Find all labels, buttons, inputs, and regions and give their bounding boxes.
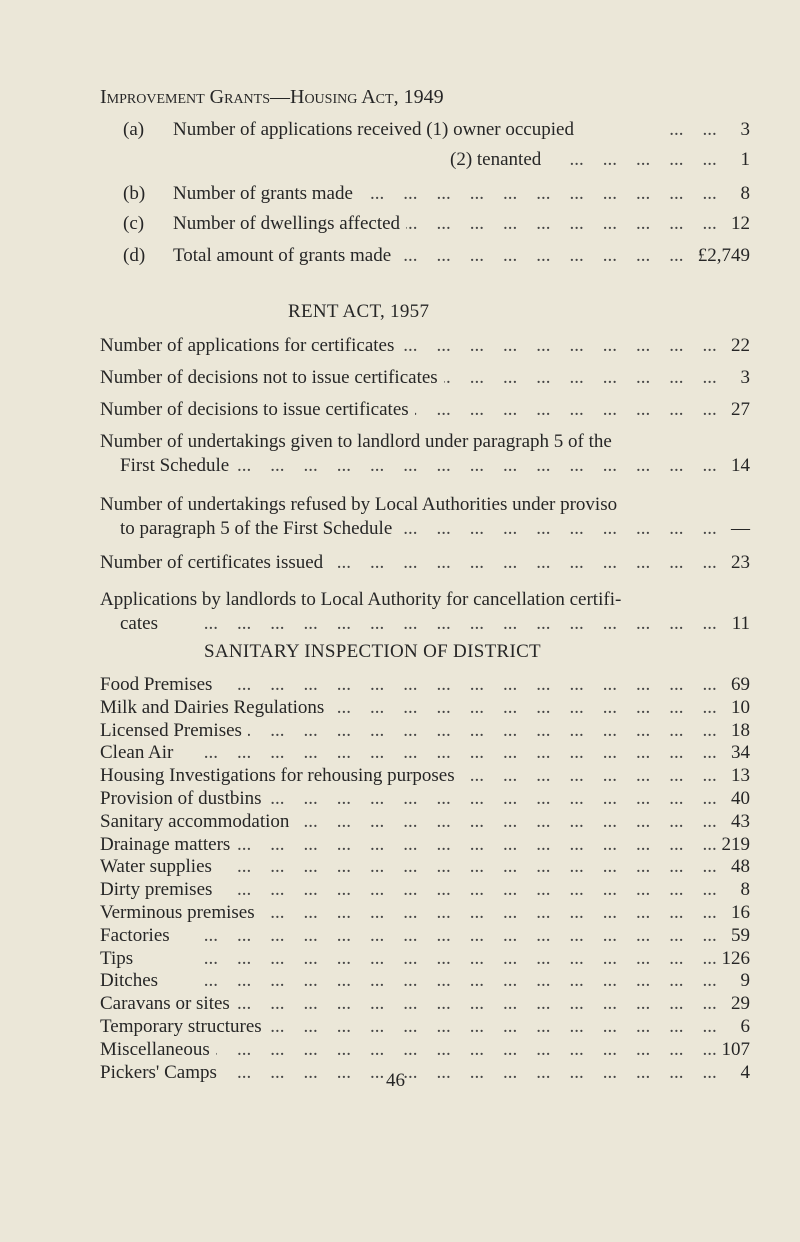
- sanitary-row: [0, 720, 800, 742]
- row-label-continued: cates: [120, 613, 164, 635]
- row-value: 10: [725, 697, 750, 719]
- page-number: 46: [386, 1070, 405, 1091]
- dot-leader: [150, 970, 750, 992]
- dot-leader: [150, 925, 750, 947]
- rent-row: [0, 367, 800, 389]
- dot-leader: [550, 149, 750, 171]
- sanitary-row: [0, 925, 800, 947]
- dot-leader: [150, 742, 750, 764]
- dot-leader: [150, 879, 750, 901]
- row-value: 16: [725, 902, 750, 924]
- row-tag: (c): [123, 213, 145, 234]
- row-tag: (b): [123, 183, 146, 204]
- sanitary-row: [0, 834, 800, 856]
- sanitary-row: [0, 1016, 800, 1038]
- row-value: 219: [716, 834, 751, 856]
- row-label: Dirty premises: [100, 879, 218, 901]
- row-label: Drainage matters: [100, 834, 236, 856]
- row-label: Number of undertakings given to landlord under paragraph 5 of the: [100, 431, 618, 453]
- row-label: Clean Air: [100, 742, 179, 764]
- row-label: Number of decisions to issue certificates: [100, 399, 415, 421]
- dot-leader: [150, 993, 750, 1015]
- row-label: Number of certificates issued: [100, 552, 329, 574]
- sanitary-row: [0, 742, 800, 764]
- sanitary-row: [0, 674, 800, 696]
- row-value: 3: [735, 119, 751, 141]
- row-label: Provision of dustbins: [100, 788, 268, 810]
- sanitary-row: [0, 811, 800, 833]
- sanitary-row: [0, 1062, 800, 1084]
- sanitary-row: [0, 788, 800, 810]
- row-value: 4: [735, 1062, 751, 1084]
- row-value: —: [725, 518, 750, 540]
- row-label: Number of undertakings refused by Local Authorities under proviso: [100, 494, 623, 516]
- row-value: 59: [725, 925, 750, 947]
- grant-row-a: [0, 119, 800, 141]
- row-label: Number of applications received (1) owner occupied: [173, 119, 580, 141]
- dot-leader: [130, 613, 750, 635]
- dot-leader: [150, 834, 750, 856]
- grant-row-d: [0, 245, 800, 267]
- row-label: Housing Investigations for rehousing purposes: [100, 765, 461, 787]
- row-label: Milk and Dairies Regulations: [100, 697, 330, 719]
- row-value: 3: [735, 367, 751, 389]
- row-label: Tips: [100, 948, 139, 970]
- rent-row: [0, 494, 800, 539]
- grant-row-c: [0, 213, 800, 235]
- sanitary-row: [0, 697, 800, 719]
- row-label: (2) tenanted: [450, 149, 547, 171]
- row-label: Number of grants made: [173, 183, 359, 205]
- rent-row: [0, 399, 800, 421]
- sanitary-row: [0, 948, 800, 970]
- row-label: Food Premises: [100, 674, 218, 696]
- row-value: 69: [725, 674, 750, 696]
- row-value: 40: [725, 788, 750, 810]
- row-label-continued: First Schedule: [120, 455, 235, 477]
- row-value: 29: [725, 993, 750, 1015]
- row-value: 6: [735, 1016, 751, 1038]
- row-label: Factories: [100, 925, 176, 947]
- row-value: 9: [735, 970, 751, 992]
- rent-row: [0, 589, 800, 634]
- row-label: Number of decisions not to issue certificates: [100, 367, 444, 389]
- rent-row: [0, 431, 800, 476]
- row-tag: (d): [123, 245, 146, 266]
- dot-leader: [150, 674, 750, 696]
- row-value: 34: [725, 742, 750, 764]
- rent-act-heading: RENT ACT, 1957: [288, 301, 430, 322]
- row-label: Water supplies: [100, 856, 218, 878]
- row-label: Applications by landlords to Local Authority for cancellation certifi-: [100, 589, 627, 611]
- row-label-continued: to paragraph 5 of the First Schedule: [120, 518, 398, 540]
- row-value: 8: [735, 183, 751, 205]
- row-value: 18: [725, 720, 750, 742]
- row-label: Number of applications for certificates: [100, 335, 400, 357]
- rent-row: [0, 552, 800, 574]
- row-value: 8: [735, 879, 751, 901]
- dot-leader: [150, 856, 750, 878]
- sanitary-row: [0, 970, 800, 992]
- grant-row-b: [0, 183, 800, 205]
- row-label: Verminous premises: [100, 902, 261, 924]
- row-value: 22: [725, 335, 750, 357]
- row-value: 13: [725, 765, 750, 787]
- row-value: 1: [735, 149, 751, 171]
- row-label: Caravans or sites: [100, 993, 236, 1015]
- grants-heading: Improvement Grants—Housing Act, 1949: [100, 86, 444, 108]
- sanitary-row: [0, 993, 800, 1015]
- sanitary-row: [0, 879, 800, 901]
- row-label: Total amount of grants made: [173, 245, 397, 267]
- row-label: Pickers' Camps: [100, 1062, 223, 1084]
- row-label: Number of dwellings affected: [173, 213, 406, 235]
- dot-leader: [150, 1062, 750, 1084]
- row-value: £2,749: [692, 245, 750, 267]
- row-label: Miscellaneous: [100, 1039, 216, 1061]
- row-label: Ditches: [100, 970, 164, 992]
- grant-row-a2: [0, 149, 800, 171]
- sanitary-row: [0, 902, 800, 924]
- row-label: Temporary structures: [100, 1016, 268, 1038]
- sanitary-row: [0, 1039, 800, 1061]
- row-value: 14: [725, 455, 750, 477]
- dot-leader: [150, 948, 750, 970]
- row-value: 43: [725, 811, 750, 833]
- row-label: Sanitary accommodation: [100, 811, 295, 833]
- row-value: 27: [725, 399, 750, 421]
- sanitary-row: [0, 765, 800, 787]
- row-label: Licensed Premises: [100, 720, 248, 742]
- row-value: 126: [716, 948, 751, 970]
- rent-row: [0, 335, 800, 357]
- row-value: 48: [725, 856, 750, 878]
- row-value: 11: [726, 613, 750, 635]
- sanitary-heading: SANITARY INSPECTION OF DISTRICT: [204, 641, 541, 662]
- dot-leader: [150, 1039, 750, 1061]
- row-value: 107: [716, 1039, 751, 1061]
- sanitary-row: [0, 856, 800, 878]
- row-value: 12: [725, 213, 750, 235]
- row-tag: (a): [123, 119, 145, 140]
- row-value: 23: [725, 552, 750, 574]
